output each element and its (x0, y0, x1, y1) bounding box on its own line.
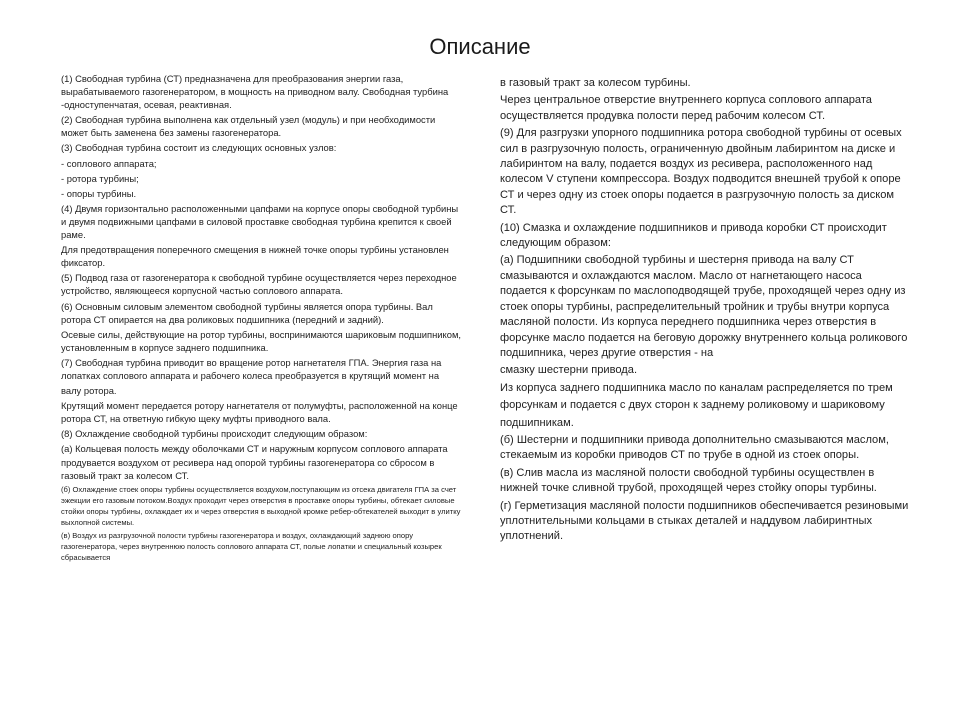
right-paragraph: Из корпуса заднего подшипника масло по каналам распределяется по трем (500, 381, 893, 394)
right-paragraph: Через центральное отверстие внутреннего корпуса соплового аппарата осуществляется продувка полости перед рабочим колесом СТ. (500, 94, 872, 122)
left-paragraph: (2) Свободная турбина выполнена как отдельный узел (модуль) и при необходимости может быть заменена без замены газогенератора. (61, 114, 436, 139)
left-paragraph: Для предотвращения поперечного смещения в нижней точке опоры турбины установлен фиксатор. (61, 244, 449, 269)
left-paragraph: - ротора турбины; (61, 172, 139, 184)
right-paragraph: (б) Шестерни и подшипники привода дополнительно смазываются маслом, стекаемым из коробки приводов СТ по трубе в одной из стоек опоры. (500, 433, 889, 462)
left-paragraph: - соплового аппарата; (61, 157, 157, 169)
right-paragraph: в газовый тракт за колесом турбины. (500, 77, 691, 89)
right-paragraph: форсункам и подается с двух сторон к заднему роликовому и шариковому (500, 399, 885, 412)
left-text-column (61, 72, 461, 565)
right-paragraph: (а) Подшипники свободной турбины и шестерня привода на валу СТ смазываются и охлаждаются маслом. Масло от нагнетающего насоса подается к форсункам по маслоподводящей трубе, проходящей через одну из стоек опоры турбины, распределительный тройник и трубы внутри корпуса масляной полости. Из корпуса переднего подшипника через отверстия в форсунке масло подается на беговую дорожку внутреннего кольца роликового подшипника, через другие отверстия - на (500, 254, 908, 359)
left-paragraph: (8) Охлаждение свободной турбины происходит следующим образом: (61, 428, 368, 440)
left-paragraph: валу ротора. (61, 385, 117, 397)
left-paragraph: - опоры турбины. (61, 187, 137, 199)
left-paragraph: (4) Двумя горизонтально расположенными цапфами на корпусе опоры свободной турбины и двумя подвижными цапфами в силовой проставке свободная турбина крепится к своей раме. (61, 202, 459, 241)
right-paragraph: (в) Слив масла из масляной полости свободной турбины осуществлен в нижней точке сливной трубой, проходящей через стойку опоры турбины. (500, 466, 877, 495)
right-paragraph: (9) Для разгрузки упорного подшипника ротора свободной турбины от осевых сил в разгрузочную полость, ограниченную двойным лабиринтом на диске и лабиринтом на валу, подается воздух из ресивера, расположенного над колесом V ступени компрессора. Воздух подводится внешней трубой к опоре СТ и через одну из стоек опоры подается в разгрузочную полость за диском СТ. (500, 127, 902, 217)
left-paragraph: Крутящий момент передается ротору нагнетателя от полумуфты, расположенной на конце ротора СТ, на ответную гибкую щеку муфты приводного вала. (61, 400, 458, 425)
right-paragraph: смазку шестерни привода. (500, 364, 638, 377)
left-paragraph: (1) Свободная турбина (СТ) предназначена для преобразования энергии газа, вырабатываемого газогенератором, в мощность на приводном валу. Свободная турбина -одноступенчатая, осевая, реактивная. (61, 73, 449, 111)
left-paragraph: (5) Подвод газа от газогенератора к свободной турбине осуществляется через переходное устройство, являющееся корпусной частью соплового аппарата. (61, 272, 457, 297)
right-text-column (500, 76, 910, 547)
right-paragraph: (10) Смазка и охлаждение подшипников и привода коробки СТ происходит следующим образом: (500, 221, 887, 250)
right-paragraph: (г) Герметизация масляной полости подшипников обеспечивается резиновыми уплотнительными кольцами в стыках деталей и наддувом лабиринтных уплотнений. (500, 499, 909, 543)
left-paragraph: (б) Охлаждение стоек опоры турбины осуществляется воздухом,поступающим из отсека двигателя ГПА за счет эжекции его газовым потоком.Воздух проходит через отверстия в проставке опоры турбины, обтекает силовые стойки опоры турбины, охлаждает их и через отверстия в выходной кромке ребер-обтекателей выходит в улитку выхлопной системы. (61, 484, 461, 527)
left-paragraph: (6) Основным силовым элементом свободной турбины является опора турбины. Вал ротора СТ опирается на два роликовых подшипника (передний и задний). (61, 300, 433, 325)
left-paragraph: (а) Кольцевая полость между оболочками СТ и наружным корпусом соплового аппарата продувается воздухом от ресивера над опорой турбины газогенератора со сбросом в газовый тракт за колесом СТ. (61, 443, 448, 481)
left-paragraph: Осевые силы, действующие на ротор турбины, воспринимаются шариковым подшипником, установленным в корпусе заднего подшипника. (61, 328, 462, 353)
right-paragraph: подшипникам. (500, 416, 574, 429)
left-paragraph: (3) Свободная турбина состоит из следующих основных узлов: (61, 142, 337, 154)
slide-title: Описание (429, 34, 531, 59)
left-paragraph: (в) Воздух из разгрузочной полости турбины газогенератора и воздух, охлаждающий заднюю опору газогенератора, через внутреннюю полость соплового аппарата СТ, полые лопатки и специальный козырек сбрасывается (61, 530, 442, 562)
left-paragraph: (7) Свободная турбина приводит во вращение ротор нагнетателя ГПА. Энергия газа на лопатках соплового аппарата и рабочего колеса преобразуется в крутящий момент на (61, 356, 442, 381)
